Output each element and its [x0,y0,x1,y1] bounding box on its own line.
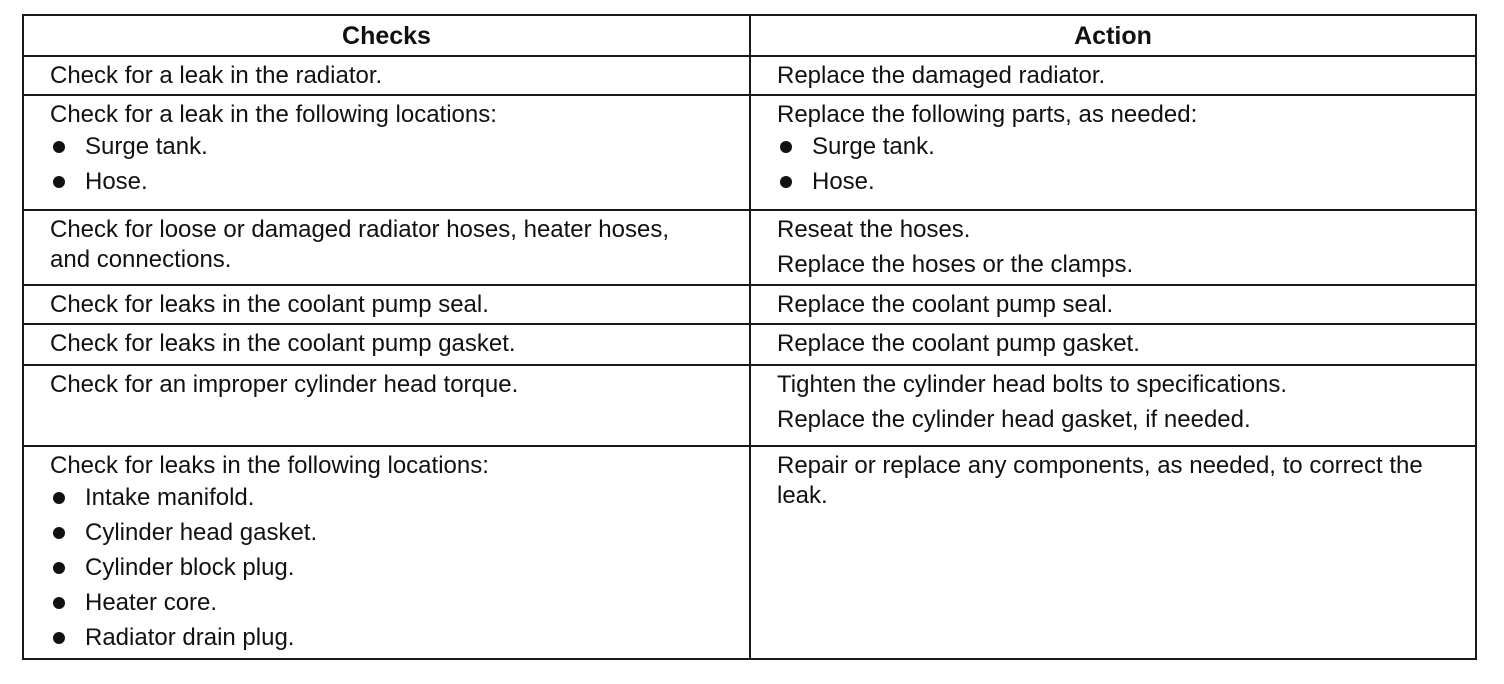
bullet-dot-icon [53,141,65,153]
bullet-item: Surge tank. [777,132,1475,162]
check-cell [23,446,750,659]
table-row [23,95,1476,210]
table-row [23,446,1476,659]
action-cell [750,365,1476,446]
action-text: Replace the following parts, as needed: [777,101,1198,128]
check-text: Check for leaks in the coolant pump gasket. [50,330,516,357]
bullet-item: Intake manifold. [50,483,749,513]
bullet-item: Cylinder head gasket. [50,518,749,548]
action-cell [750,324,1476,365]
action-text: Replace the cylinder head gasket, if needed. [777,406,1251,433]
table-row [23,365,1476,446]
bullet-dot-icon [53,562,65,574]
bullet-item: Radiator drain plug. [50,623,749,653]
check-cell [23,56,750,95]
check-cell [23,95,750,210]
bullet-item: Hose. [50,167,749,197]
check-cell [23,324,750,365]
action-cell [750,285,1476,324]
bullet-dot-icon [53,176,65,188]
troubleshooting-table [22,14,1477,660]
check-cell [23,365,750,446]
action-text: Tighten the cylinder head bolts to specifications. [777,371,1288,398]
check-cell [23,210,750,285]
bullet-item: Cylinder block plug. [50,553,749,583]
table-row [23,56,1476,95]
action-text: Replace the coolant pump seal. [777,291,1114,318]
check-text: Check for leaks in the coolant pump seal. [50,291,489,318]
bullet-dot-icon [53,597,65,609]
bullet-dot-icon [780,141,792,153]
check-bullet-list [50,483,749,653]
bullet-dot-icon [780,176,792,188]
check-bullet-list [50,132,749,197]
bullet-item: Hose. [777,167,1475,197]
bullet-item: Heater core. [50,588,749,618]
bullet-item: Surge tank. [50,132,749,162]
check-text: Check for loose or damaged radiator hoses, heater hoses, and connections. [50,216,670,273]
check-cell [23,285,750,324]
bullet-dot-icon [53,527,65,539]
bullet-dot-icon [53,492,65,504]
action-cell [750,95,1476,210]
action-cell [750,56,1476,95]
check-text: Check for a leak in the radiator. [50,62,383,89]
table-header-row [23,15,1476,56]
check-text: Check for a leak in the following locations: [50,101,497,128]
table-row [23,210,1476,285]
table-row [23,324,1476,365]
action-text: Reseat the hoses. [777,216,971,243]
action-bullet-list [777,132,1475,197]
check-text: Check for leaks in the following locations: [50,452,489,479]
action-text: Replace the hoses or the clamps. [777,251,1134,278]
check-text: Check for an improper cylinder head torque. [50,371,519,398]
bullet-dot-icon [53,632,65,644]
table-row [23,285,1476,324]
column-header-checks: Checks [23,15,750,56]
action-text: Repair or replace any components, as needed, to correct the leak. [777,452,1423,509]
action-cell [750,210,1476,285]
column-header-action: Action [750,15,1476,56]
action-text: Replace the coolant pump gasket. [777,330,1140,357]
action-text: Replace the damaged radiator. [777,62,1106,89]
action-cell [750,446,1476,659]
